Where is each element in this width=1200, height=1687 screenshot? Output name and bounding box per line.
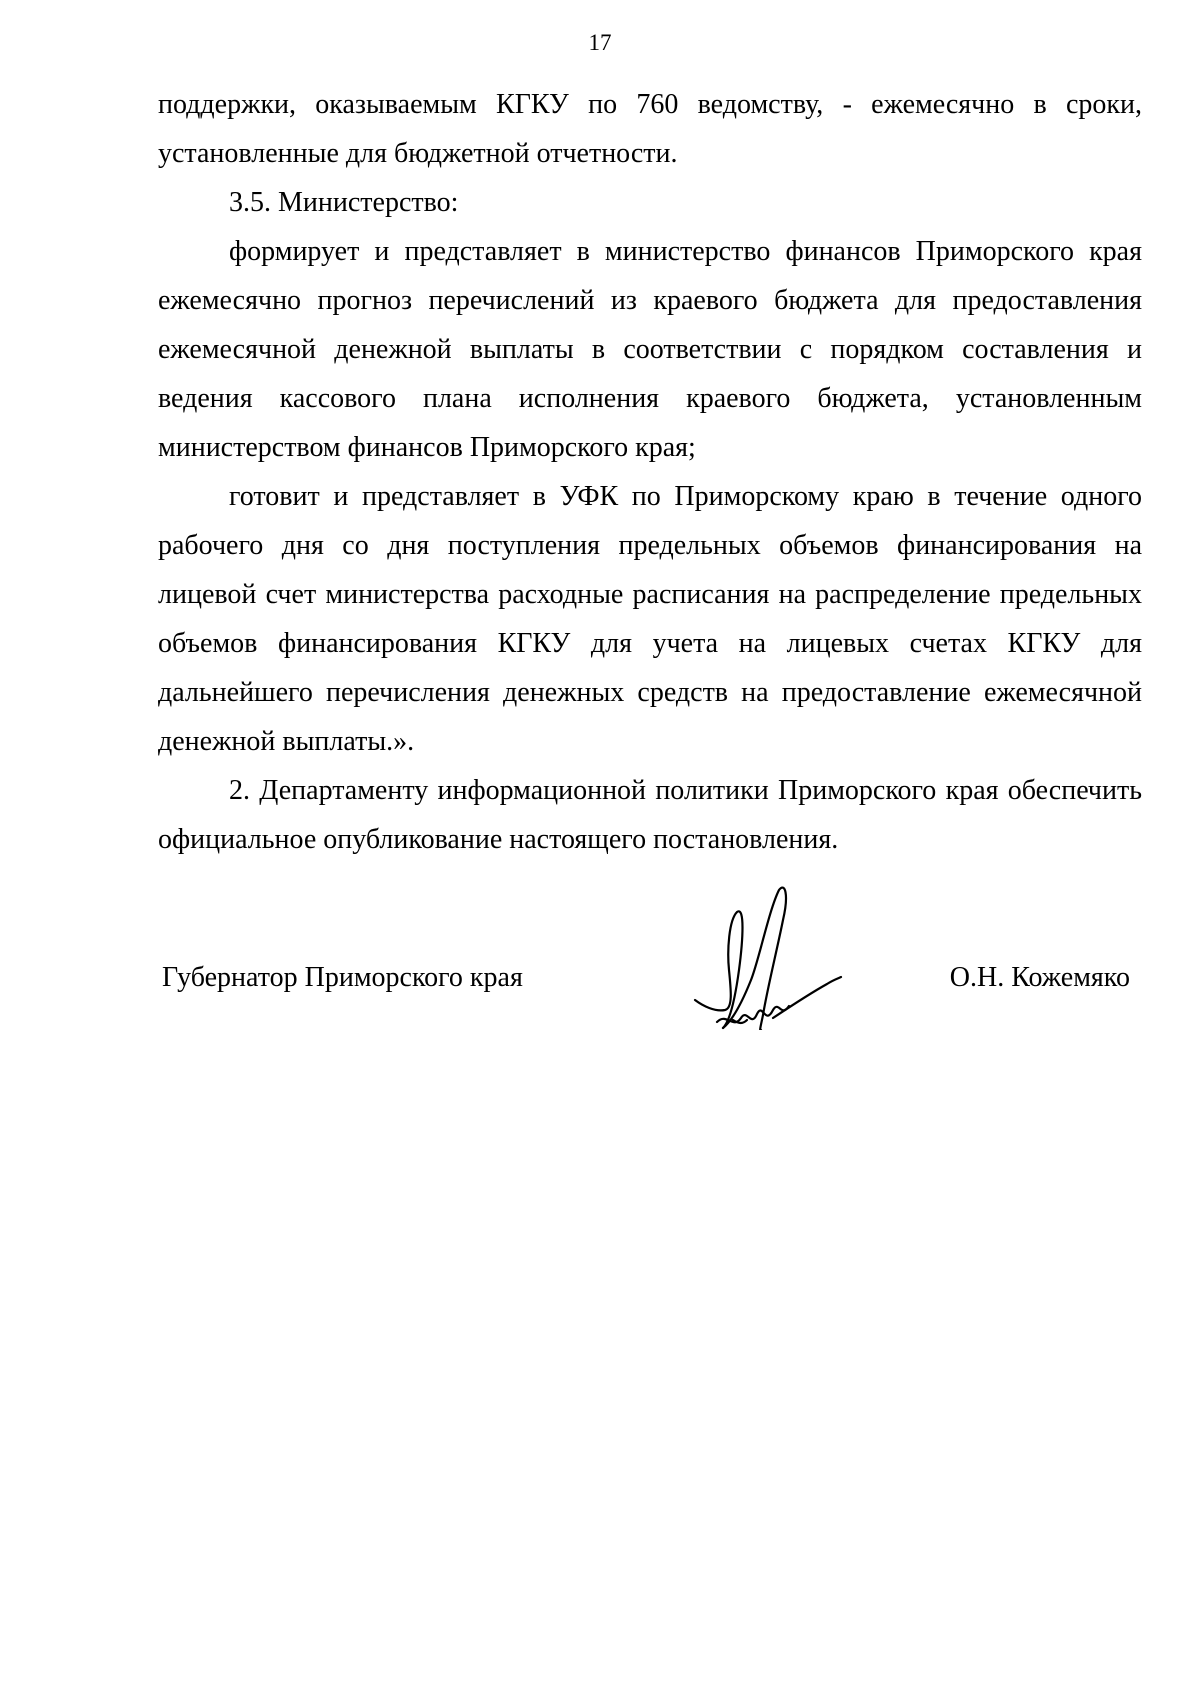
page-number: 17 bbox=[588, 30, 612, 55]
signer-name: О.Н. Кожемяко bbox=[949, 962, 1130, 993]
paragraph-publication: 2. Департаменту информационной политики Приморского края обеспечить официальное опубликование настоящего постановления. bbox=[158, 775, 1142, 855]
paragraph-continuation: поддержки, оказываемым КГКУ по 760 ведомству, - ежемесячно в сроки, установленные для бюджетной отчетности. bbox=[158, 89, 1142, 169]
paragraph-section-heading: 3.5. Министерство: bbox=[229, 187, 459, 218]
document-body bbox=[158, 80, 1142, 864]
signature-block bbox=[0, 880, 1200, 1040]
signer-title: Губернатор Приморского края bbox=[162, 962, 523, 993]
paragraph-schedules: готовит и представляет в УФК по Приморскому краю в течение одного рабочего дня со дня поступления предельных объемов финансирования на лицевой счет министерства расходные расписания на распределение предельных объемов финансирования КГКУ для учета на лицевых счетах КГКУ для дальнейшего перечисления денежных средств на предоставление ежемесячной денежной выплаты.». bbox=[158, 481, 1142, 757]
handwritten-signature-icon bbox=[693, 880, 843, 1030]
paragraph-forecast: формирует и представляет в министерство финансов Приморского края ежемесячно прогноз перечислений из краевого бюджета для предоставления ежемесячной денежной выплаты в соответствии с порядком составления и ведения кассового плана исполнения краевого бюджета, установленным министерством финансов Приморского края; bbox=[158, 236, 1142, 463]
